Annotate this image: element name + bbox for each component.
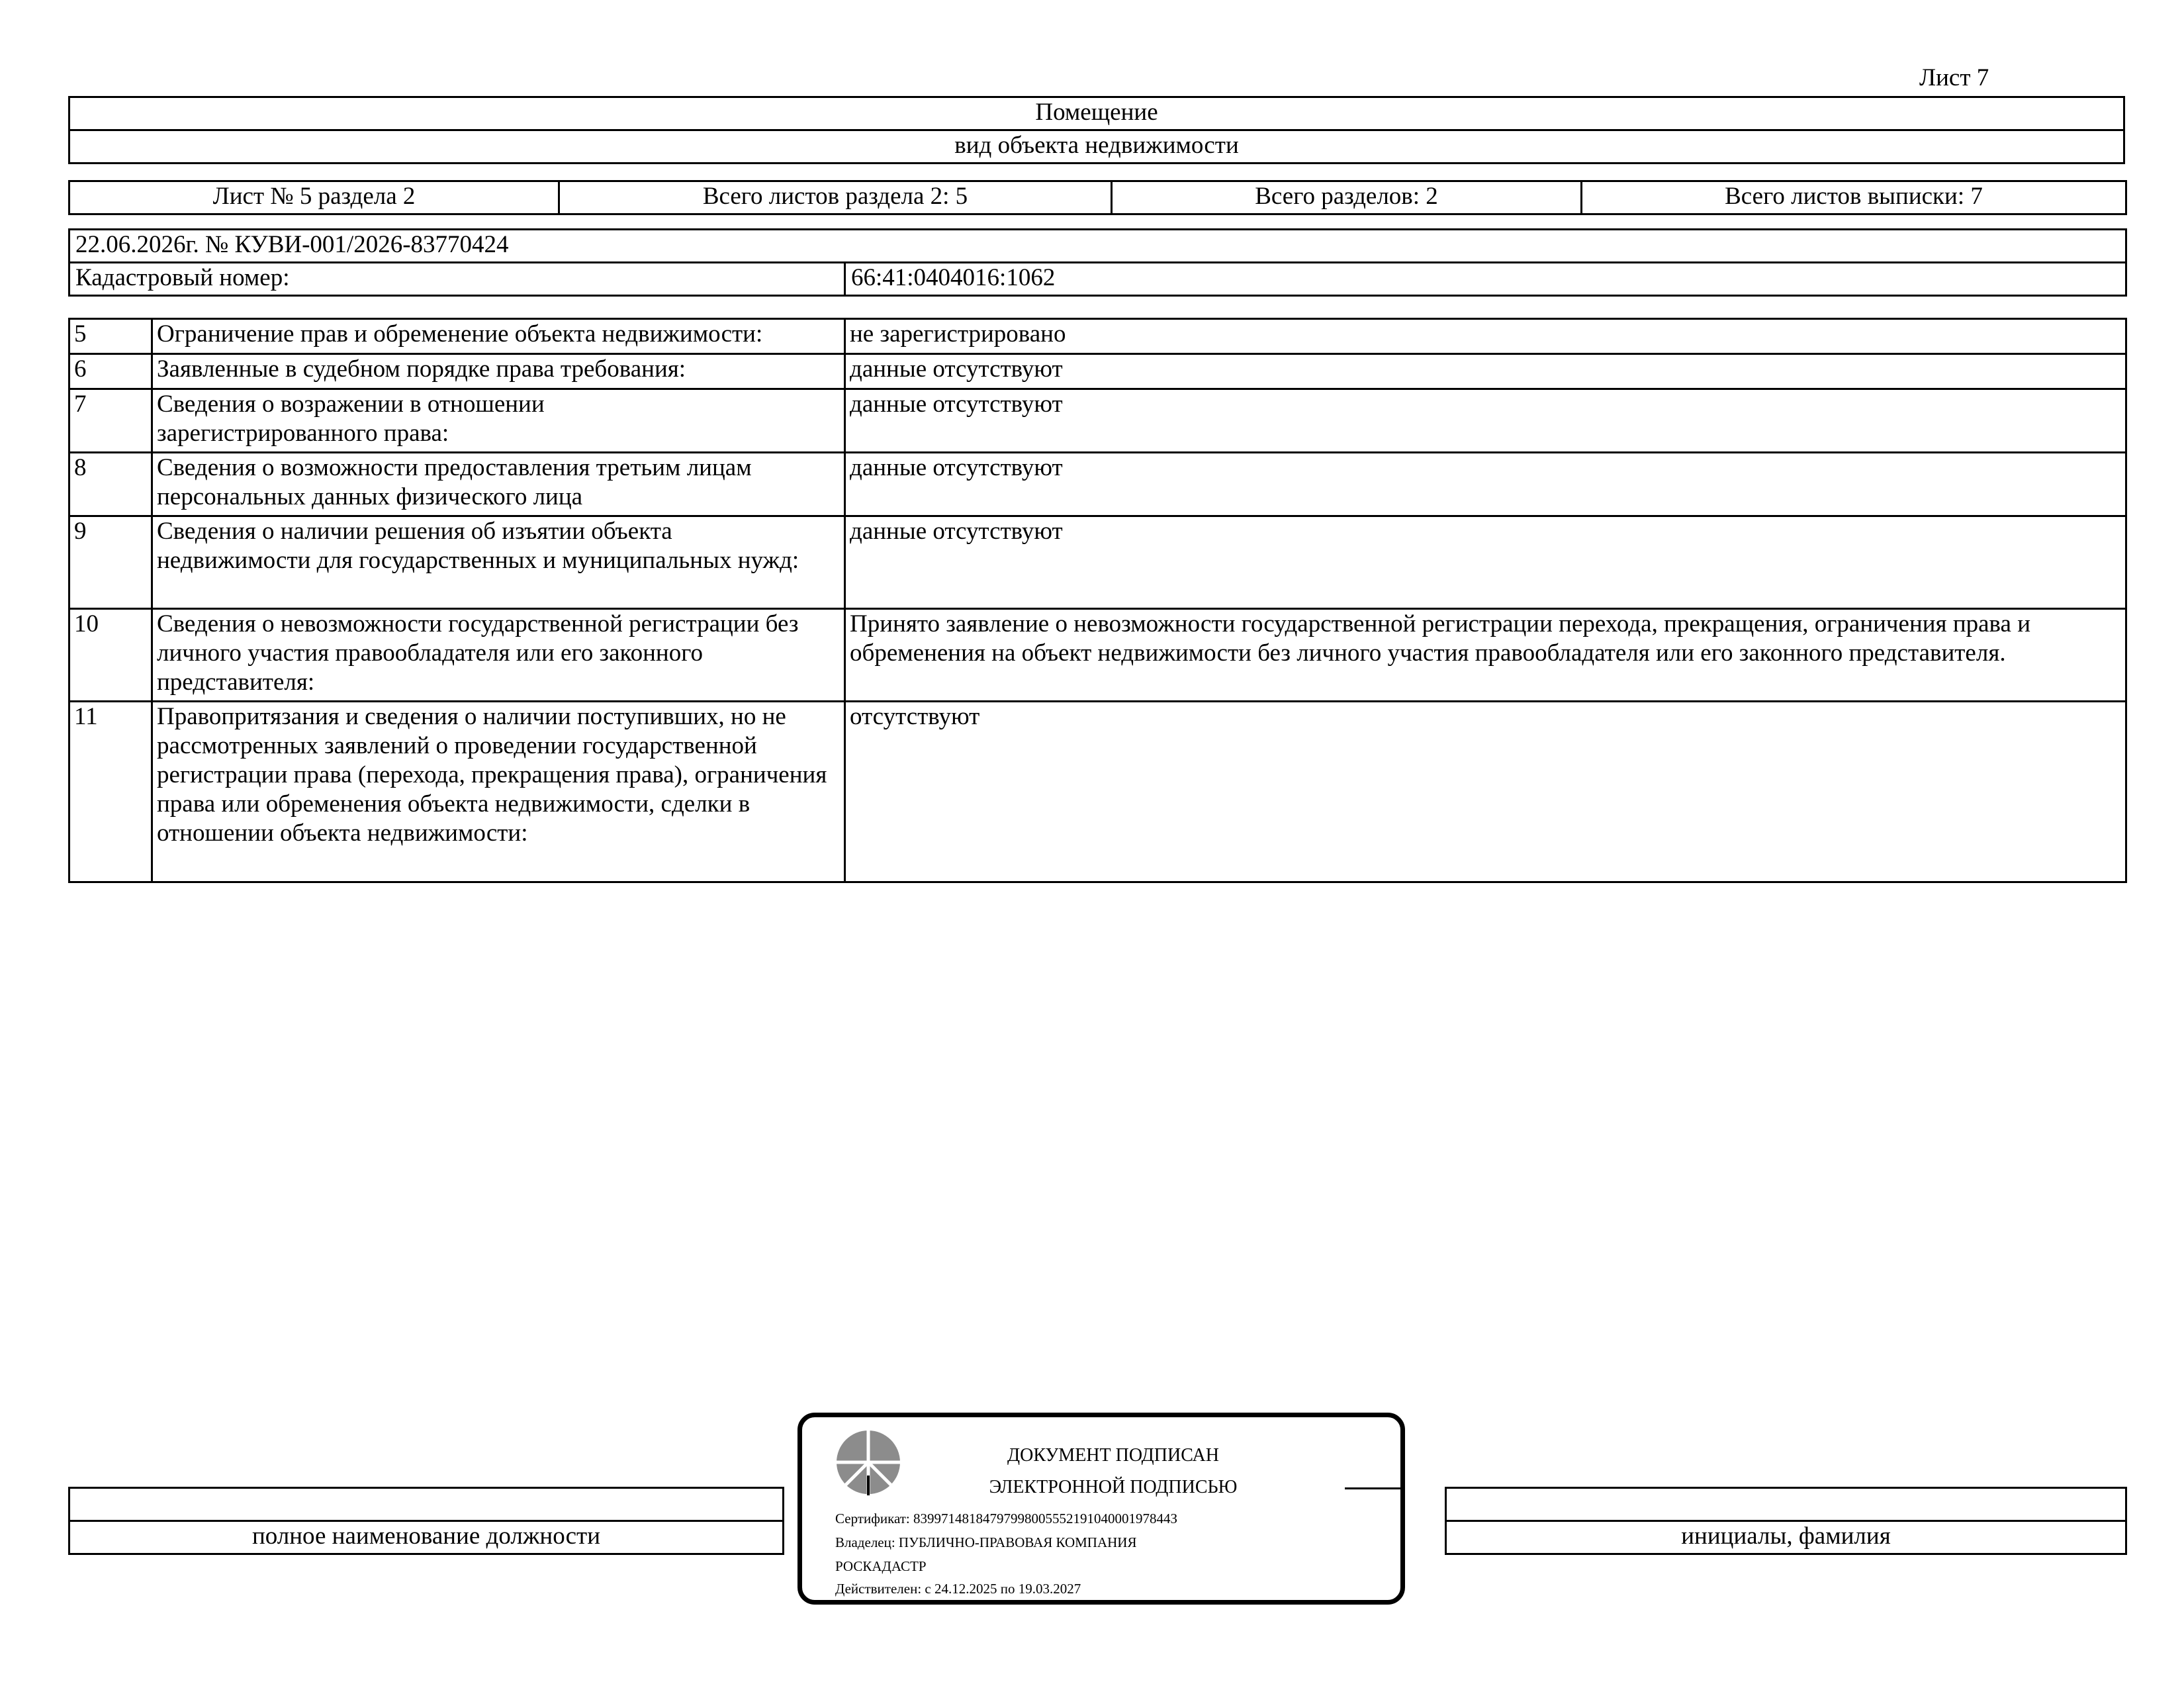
row-number: 11 bbox=[69, 702, 152, 882]
stamp-title-line2: ЭЛЕКТРОННОЙ ПОДПИСЬЮ bbox=[989, 1477, 1238, 1497]
row-value: не зарегистрировано bbox=[845, 319, 2126, 354]
row-value: данные отсутствуют bbox=[845, 453, 2126, 516]
cadastral-number-value: 66:41:0404016:1062 bbox=[845, 263, 2126, 296]
object-type-label: вид объекта недвижимости bbox=[69, 130, 2124, 164]
table-row bbox=[69, 354, 2126, 389]
position-blank bbox=[69, 1488, 784, 1521]
sheet-number: Лист 7 bbox=[1919, 64, 1989, 91]
name-blank bbox=[1446, 1488, 2126, 1521]
row-value: Принято заявление о невозможности государственной регистрации перехода, прекращения, ограничения права и обременения на объект недвижимости без личного участия правообладателя или его законного представителя. bbox=[845, 609, 2126, 702]
total-extract-sheets: Всего листов выписки: 7 bbox=[1582, 181, 2126, 214]
row-value: данные отсутствуют bbox=[845, 389, 2126, 453]
table-row bbox=[69, 389, 2126, 453]
row-value: отсутствуют bbox=[845, 702, 2126, 882]
document-info-table bbox=[68, 228, 2127, 297]
row-number: 5 bbox=[69, 319, 152, 354]
sheets-info-table bbox=[68, 180, 2127, 215]
row-label: Сведения о возражении в отношении зарегистрированного права: bbox=[152, 389, 845, 453]
row-number: 10 bbox=[69, 609, 152, 702]
name-label: инициалы, фамилия bbox=[1446, 1521, 2126, 1554]
row-label: Заявленные в судебном порядке права требования: bbox=[152, 354, 845, 389]
stamp-title-line1: ДОКУМЕНТ ПОДПИСАН bbox=[1007, 1445, 1219, 1466]
table-row bbox=[69, 453, 2126, 516]
stamp-owner-org: РОСКАДАСТР bbox=[835, 1558, 927, 1574]
position-label: полное наименование должности bbox=[69, 1521, 784, 1554]
row-number: 9 bbox=[69, 516, 152, 609]
stamp-divider bbox=[1345, 1487, 1404, 1489]
stamp-owner: Владелец: ПУБЛИЧНО-ПРАВОВАЯ КОМПАНИЯ bbox=[835, 1534, 1137, 1550]
total-section-sheets: Всего листов раздела 2: 5 bbox=[559, 181, 1112, 214]
cadastral-number-label: Кадастровый номер: bbox=[69, 263, 845, 296]
row-number: 6 bbox=[69, 354, 152, 389]
row-number: 8 bbox=[69, 453, 152, 516]
row-label: Сведения о наличии решения об изъятии объекта недвижимости для государственных и муниципальных нужд: bbox=[152, 516, 845, 609]
stamp-certificate: Сертификат: 8399714818479799800555219104000197844З bbox=[835, 1511, 1178, 1526]
rosreestr-logo-icon bbox=[835, 1429, 901, 1495]
row-label: Сведения о возможности предоставления третьим лицам персональных данных физического лица bbox=[152, 453, 845, 516]
encumbrance-table bbox=[68, 318, 2127, 883]
electronic-signature-stamp bbox=[797, 1413, 1405, 1605]
table-row bbox=[69, 609, 2126, 702]
row-value: данные отсутствуют bbox=[845, 354, 2126, 389]
stamp-validity: Действителен: с 24.12.2025 по 19.03.2027 bbox=[835, 1581, 1081, 1597]
object-name: Помещение bbox=[69, 97, 2124, 130]
sheet-of-section: Лист № 5 раздела 2 bbox=[69, 181, 559, 214]
total-sections: Всего разделов: 2 bbox=[1112, 181, 1582, 214]
document-date-number: 22.06.2026г. № КУВИ-001/2026-83770424 bbox=[69, 230, 2126, 263]
row-label: Сведения о невозможности государственной регистрации без личного участия правообладателя или его законного представителя: bbox=[152, 609, 845, 702]
row-value: данные отсутствуют bbox=[845, 516, 2126, 609]
object-header-table bbox=[68, 96, 2125, 164]
table-row bbox=[69, 319, 2126, 354]
table-row bbox=[69, 702, 2126, 882]
row-label: Ограничение прав и обременение объекта недвижимости: bbox=[152, 319, 845, 354]
row-label: Правопритязания и сведения о наличии поступивших, но не рассмотренных заявлений о проведении государственной регистрации права (перехода, прекращения права), ограничения права или обременения объекта недвижимости, сделки в отношении объекта недвижимости: bbox=[152, 702, 845, 882]
table-row bbox=[69, 516, 2126, 609]
row-number: 7 bbox=[69, 389, 152, 453]
